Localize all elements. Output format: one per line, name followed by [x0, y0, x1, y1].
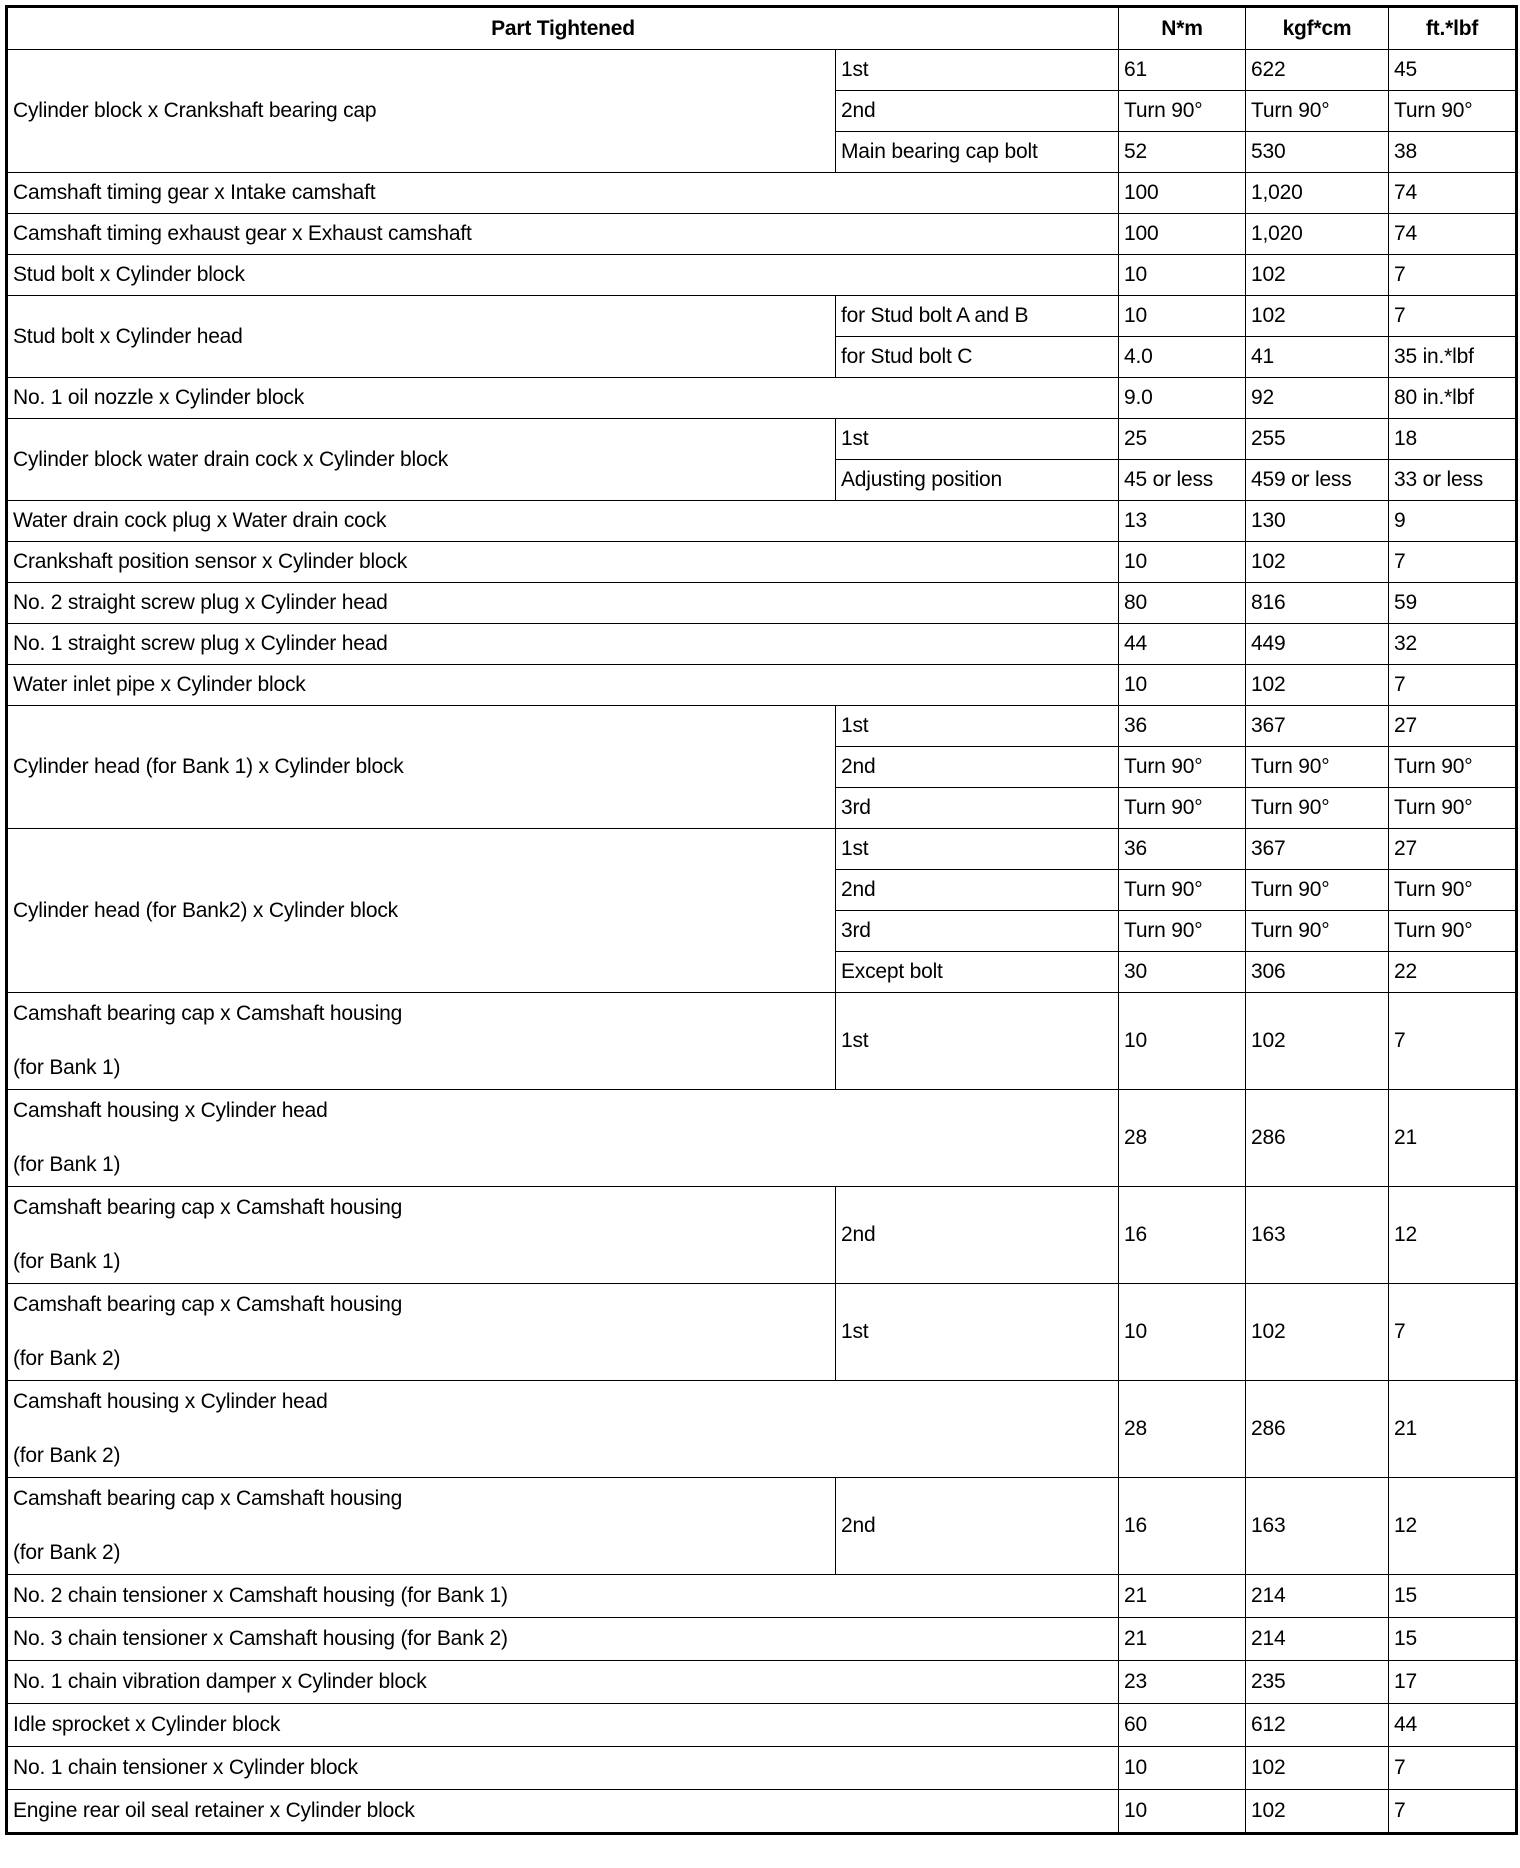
ft-cell: 80 in.*lbf	[1389, 378, 1517, 419]
kgf-cell: 286	[1246, 1090, 1389, 1187]
part-label: Engine rear oil seal retainer x Cylinder block	[13, 1799, 415, 1822]
part-cell	[7, 214, 1119, 255]
part-label: (for Bank 2)	[13, 1541, 121, 1564]
nm-cell: Turn 90°	[1119, 788, 1246, 829]
part-label: Stud bolt x Cylinder block	[13, 263, 245, 286]
nm-cell: 25	[1119, 419, 1246, 460]
step-cell: 3rd	[836, 911, 1119, 952]
table-row	[7, 378, 1517, 419]
ft-cell: 59	[1389, 583, 1517, 624]
header-nm: N*m	[1119, 7, 1246, 50]
kgf-cell: 130	[1246, 501, 1389, 542]
nm-cell: 16	[1119, 1187, 1246, 1284]
nm-cell: 10	[1119, 542, 1246, 583]
table-row	[7, 214, 1517, 255]
kgf-cell: 92	[1246, 378, 1389, 419]
step-cell: Except bolt	[836, 952, 1119, 993]
table-row	[7, 1747, 1517, 1790]
step-cell: 3rd	[836, 788, 1119, 829]
table-row	[7, 1618, 1517, 1661]
part-label: Crankshaft position sensor x Cylinder block	[13, 550, 408, 573]
part-label: (for Bank 1)	[13, 1056, 121, 1079]
kgf-cell: 235	[1246, 1661, 1389, 1704]
part-label: No. 1 chain tensioner x Cylinder block	[13, 1756, 358, 1779]
nm-cell: 61	[1119, 50, 1246, 91]
nm-cell: Turn 90°	[1119, 91, 1246, 132]
nm-cell: 4.0	[1119, 337, 1246, 378]
ft-cell: Turn 90°	[1389, 911, 1517, 952]
part-label: No. 2 chain tensioner x Camshaft housing (for Bank 1)	[13, 1584, 508, 1607]
nm-cell: 36	[1119, 829, 1246, 870]
kgf-cell: 41	[1246, 337, 1389, 378]
part-cell	[7, 542, 1119, 583]
kgf-cell: 163	[1246, 1478, 1389, 1575]
table-row	[7, 419, 1517, 460]
step-cell: 2nd	[836, 1187, 1119, 1284]
header-kgf-cm: kgf*cm	[1246, 7, 1389, 50]
part-label: Cylinder block x Crankshaft bearing cap	[13, 99, 377, 122]
part-cell	[7, 583, 1119, 624]
nm-cell: 44	[1119, 624, 1246, 665]
kgf-cell: 163	[1246, 1187, 1389, 1284]
ft-cell: 18	[1389, 419, 1517, 460]
nm-cell: 23	[1119, 1661, 1246, 1704]
kgf-cell: 612	[1246, 1704, 1389, 1747]
nm-cell: 80	[1119, 583, 1246, 624]
part-cell	[7, 1747, 1119, 1790]
ft-cell: 33 or less	[1389, 460, 1517, 501]
part-label: Cylinder head (for Bank2) x Cylinder block	[13, 898, 398, 922]
step-cell: 2nd	[836, 870, 1119, 911]
ft-cell: 15	[1389, 1575, 1517, 1618]
part-cell	[7, 1575, 1119, 1618]
header-ft-lbf: ft.*lbf	[1389, 7, 1517, 50]
nm-cell: 9.0	[1119, 378, 1246, 419]
nm-cell: 28	[1119, 1381, 1246, 1478]
table-row	[7, 829, 1517, 870]
ft-cell: 7	[1389, 1790, 1517, 1834]
header-part-tightened: Part Tightened	[7, 7, 1119, 50]
part-label: Water drain cock plug x Water drain cock	[13, 509, 387, 532]
part-label: Water inlet pipe x Cylinder block	[13, 673, 306, 696]
step-cell: for Stud bolt A and B	[836, 296, 1119, 337]
table-row	[7, 1661, 1517, 1704]
ft-cell: 35 in.*lbf	[1389, 337, 1517, 378]
part-label: Camshaft bearing cap x Camshaft housing	[13, 1293, 403, 1316]
ft-cell: 44	[1389, 1704, 1517, 1747]
step-cell: 1st	[836, 419, 1119, 460]
kgf-cell: 530	[1246, 132, 1389, 173]
part-label: No. 1 chain vibration damper x Cylinder block	[13, 1670, 427, 1693]
step-cell: 1st	[836, 50, 1119, 91]
part-cell	[7, 829, 836, 993]
nm-cell: 10	[1119, 255, 1246, 296]
kgf-cell: 102	[1246, 1747, 1389, 1790]
ft-cell: 7	[1389, 993, 1517, 1090]
ft-cell: 27	[1389, 706, 1517, 747]
step-cell: 2nd	[836, 1478, 1119, 1575]
ft-cell: 21	[1389, 1381, 1517, 1478]
nm-cell: 10	[1119, 1747, 1246, 1790]
table-row	[7, 1187, 1517, 1284]
part-label: Cylinder block water drain cock x Cylinder block	[13, 447, 449, 471]
ft-cell: 38	[1389, 132, 1517, 173]
part-cell	[7, 1381, 1119, 1478]
part-cell	[7, 1478, 836, 1575]
step-cell: for Stud bolt C	[836, 337, 1119, 378]
part-cell	[7, 50, 836, 173]
kgf-cell: 255	[1246, 419, 1389, 460]
part-label: No. 1 straight screw plug x Cylinder head	[13, 632, 388, 655]
part-cell	[7, 255, 1119, 296]
part-label: Camshaft bearing cap x Camshaft housing	[13, 1002, 403, 1025]
step-cell: 2nd	[836, 747, 1119, 788]
ft-cell: 27	[1389, 829, 1517, 870]
part-label: (for Bank 2)	[13, 1444, 121, 1467]
part-cell	[7, 1090, 1119, 1187]
ft-cell: 7	[1389, 665, 1517, 706]
kgf-cell: Turn 90°	[1246, 788, 1389, 829]
kgf-cell: 816	[1246, 583, 1389, 624]
ft-cell: Turn 90°	[1389, 747, 1517, 788]
ft-cell: 12	[1389, 1187, 1517, 1284]
part-label: Camshaft bearing cap x Camshaft housing	[13, 1196, 403, 1219]
nm-cell: Turn 90°	[1119, 747, 1246, 788]
nm-cell: 10	[1119, 1284, 1246, 1381]
part-label: Idle sprocket x Cylinder block	[13, 1713, 281, 1736]
part-cell	[7, 1704, 1119, 1747]
table-row	[7, 583, 1517, 624]
kgf-cell: 102	[1246, 665, 1389, 706]
header-row	[7, 7, 1517, 50]
step-cell: 2nd	[836, 91, 1119, 132]
kgf-cell: 102	[1246, 1284, 1389, 1381]
nm-cell: 10	[1119, 665, 1246, 706]
table-row	[7, 542, 1517, 583]
part-cell	[7, 501, 1119, 542]
kgf-cell: 102	[1246, 993, 1389, 1090]
kgf-cell: Turn 90°	[1246, 911, 1389, 952]
part-cell	[7, 1790, 1119, 1834]
table-row	[7, 993, 1517, 1090]
nm-cell: 52	[1119, 132, 1246, 173]
table-row	[7, 1090, 1517, 1187]
ft-cell: 12	[1389, 1478, 1517, 1575]
table-row	[7, 624, 1517, 665]
part-label: (for Bank 2)	[13, 1347, 121, 1370]
kgf-cell: 102	[1246, 542, 1389, 583]
nm-cell: 28	[1119, 1090, 1246, 1187]
kgf-cell: 622	[1246, 50, 1389, 91]
part-cell	[7, 993, 836, 1090]
ft-cell: 21	[1389, 1090, 1517, 1187]
ft-cell: 32	[1389, 624, 1517, 665]
nm-cell: 100	[1119, 173, 1246, 214]
kgf-cell: 1,020	[1246, 173, 1389, 214]
nm-cell: 13	[1119, 501, 1246, 542]
kgf-cell: 1,020	[1246, 214, 1389, 255]
kgf-cell: Turn 90°	[1246, 91, 1389, 132]
nm-cell: 21	[1119, 1618, 1246, 1661]
nm-cell: 30	[1119, 952, 1246, 993]
table-row	[7, 173, 1517, 214]
table-row	[7, 1790, 1517, 1834]
kgf-cell: 214	[1246, 1575, 1389, 1618]
nm-cell: 45 or less	[1119, 460, 1246, 501]
kgf-cell: Turn 90°	[1246, 870, 1389, 911]
kgf-cell: 306	[1246, 952, 1389, 993]
ft-cell: 15	[1389, 1618, 1517, 1661]
table-row	[7, 1704, 1517, 1747]
nm-cell: Turn 90°	[1119, 911, 1246, 952]
nm-cell: 21	[1119, 1575, 1246, 1618]
kgf-cell: 459 or less	[1246, 460, 1389, 501]
part-label: No. 3 chain tensioner x Camshaft housing (for Bank 2)	[13, 1627, 508, 1650]
kgf-cell: Turn 90°	[1246, 747, 1389, 788]
table-row	[7, 706, 1517, 747]
kgf-cell: 286	[1246, 1381, 1389, 1478]
kgf-cell: 102	[1246, 296, 1389, 337]
step-cell: 1st	[836, 1284, 1119, 1381]
part-cell	[7, 378, 1119, 419]
part-cell	[7, 665, 1119, 706]
part-cell	[7, 1661, 1119, 1704]
ft-cell: 74	[1389, 214, 1517, 255]
part-cell	[7, 1187, 836, 1284]
ft-cell: 17	[1389, 1661, 1517, 1704]
table-row	[7, 296, 1517, 337]
kgf-cell: 102	[1246, 1790, 1389, 1834]
ft-cell: 7	[1389, 1284, 1517, 1381]
nm-cell: 10	[1119, 1790, 1246, 1834]
part-label: (for Bank 1)	[13, 1153, 121, 1176]
nm-cell: 36	[1119, 706, 1246, 747]
part-cell	[7, 419, 836, 501]
part-label: Camshaft housing x Cylinder head	[13, 1390, 328, 1413]
table-row	[7, 50, 1517, 91]
table-row	[7, 501, 1517, 542]
table-row	[7, 1575, 1517, 1618]
part-label: Camshaft timing gear x Intake camshaft	[13, 181, 376, 204]
step-cell: Adjusting position	[836, 460, 1119, 501]
ft-cell: Turn 90°	[1389, 91, 1517, 132]
part-cell	[7, 296, 836, 378]
kgf-cell: 102	[1246, 255, 1389, 296]
part-label: Camshaft housing x Cylinder head	[13, 1099, 328, 1122]
ft-cell: 74	[1389, 173, 1517, 214]
nm-cell: 10	[1119, 296, 1246, 337]
table-row	[7, 1381, 1517, 1478]
step-cell: 1st	[836, 829, 1119, 870]
step-cell: Main bearing cap bolt	[836, 132, 1119, 173]
ft-cell: Turn 90°	[1389, 788, 1517, 829]
step-cell: 1st	[836, 706, 1119, 747]
part-label: Stud bolt x Cylinder head	[13, 324, 243, 348]
part-cell	[7, 1284, 836, 1381]
torque-spec-table	[5, 5, 1518, 1835]
table-row	[7, 255, 1517, 296]
kgf-cell: 367	[1246, 706, 1389, 747]
part-label: Camshaft bearing cap x Camshaft housing	[13, 1487, 403, 1510]
ft-cell: 45	[1389, 50, 1517, 91]
ft-cell: 9	[1389, 501, 1517, 542]
ft-cell: 7	[1389, 542, 1517, 583]
nm-cell: 16	[1119, 1478, 1246, 1575]
ft-cell: Turn 90°	[1389, 870, 1517, 911]
nm-cell: 100	[1119, 214, 1246, 255]
kgf-cell: 449	[1246, 624, 1389, 665]
part-cell	[7, 1618, 1119, 1661]
part-label: Cylinder head (for Bank 1) x Cylinder block	[13, 755, 404, 778]
table-body	[7, 50, 1517, 1834]
part-label: No. 2 straight screw plug x Cylinder head	[13, 591, 388, 614]
nm-cell: 60	[1119, 1704, 1246, 1747]
table-row	[7, 1478, 1517, 1575]
table-row	[7, 665, 1517, 706]
ft-cell: 7	[1389, 1747, 1517, 1790]
ft-cell: 7	[1389, 296, 1517, 337]
ft-cell: 22	[1389, 952, 1517, 993]
kgf-cell: 214	[1246, 1618, 1389, 1661]
ft-cell: 7	[1389, 255, 1517, 296]
part-cell	[7, 624, 1119, 665]
kgf-cell: 367	[1246, 829, 1389, 870]
part-label: No. 1 oil nozzle x Cylinder block	[13, 386, 305, 409]
part-cell	[7, 173, 1119, 214]
table-row	[7, 1284, 1517, 1381]
part-cell	[7, 706, 836, 829]
part-label: (for Bank 1)	[13, 1250, 121, 1273]
step-cell: 1st	[836, 993, 1119, 1090]
nm-cell: Turn 90°	[1119, 870, 1246, 911]
nm-cell: 10	[1119, 993, 1246, 1090]
part-label: Camshaft timing exhaust gear x Exhaust camshaft	[13, 222, 472, 245]
